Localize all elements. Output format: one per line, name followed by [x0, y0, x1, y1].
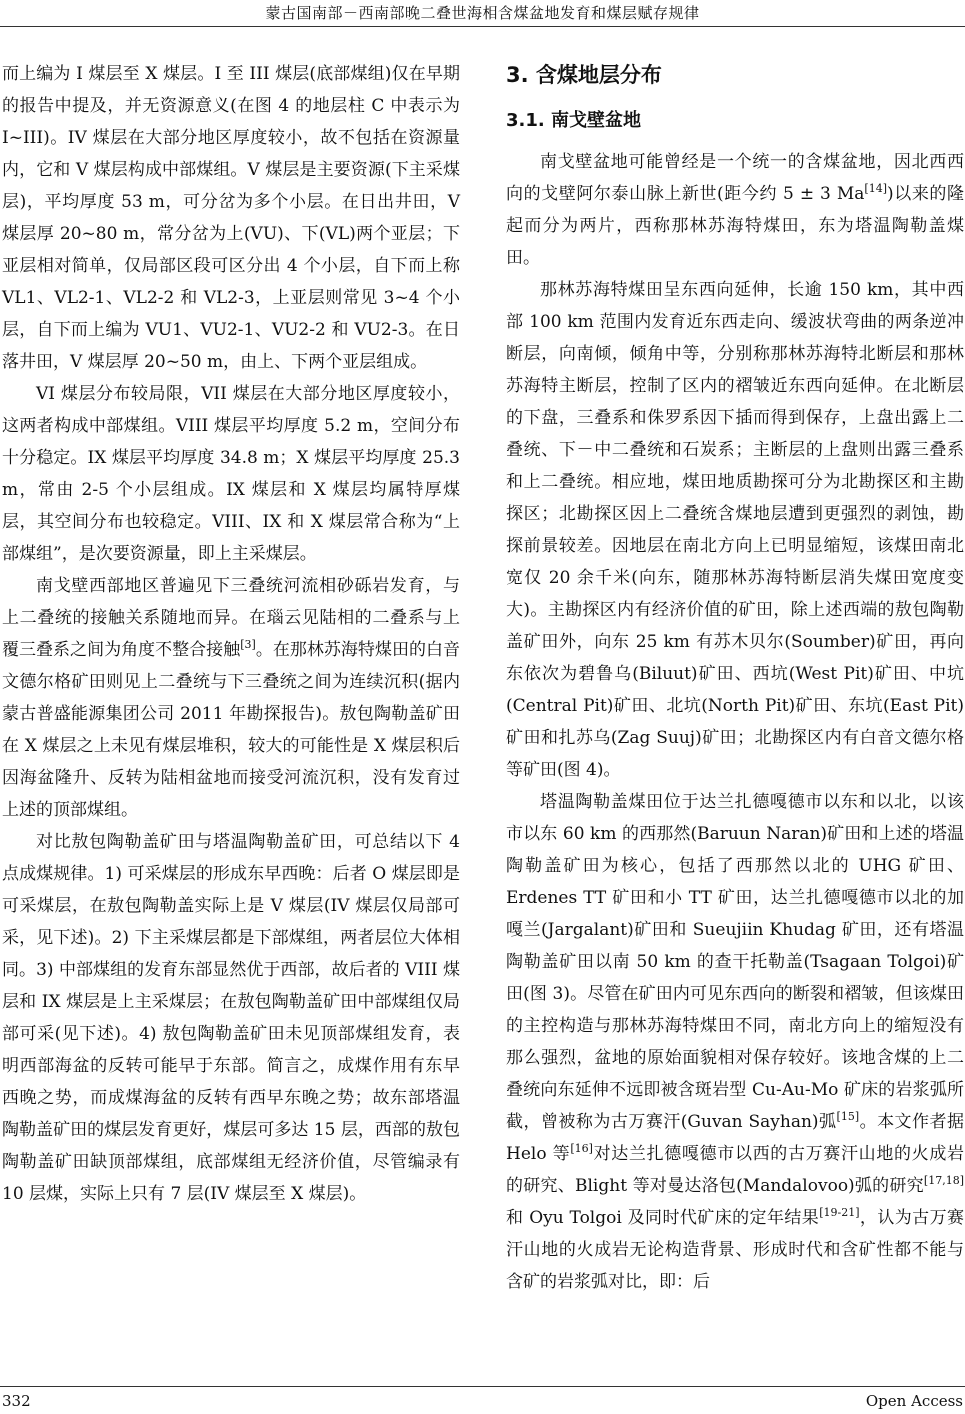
paragraph-text: 。本文作者据 Helo 等	[506, 1112, 964, 1164]
paragraph-text: )以来的隆起而分为两片，西称那林苏海特煤田，东为塔温陶勒盖煤田。	[506, 184, 964, 268]
paragraph-text: 和 Oyu Tolgoi 及同时代矿床的定年结果	[506, 1208, 820, 1228]
citation: [16]	[570, 1142, 593, 1155]
paragraph-text: 塔温陶勒盖煤田位于达兰扎德嘎德市以东和以北，以该市以东 60 km 的西那然(Baruun Naran)矿田和上述的塔温陶勒盖矿田为核心，包括了西那然以北的 UHG 矿田、Erdenes TT 矿田和小 TT 矿田，达兰扎德嘎德市以北的加嘎兰(Jargalant)矿田和 Sueujiin Khudag 矿田，还有塔温陶勒盖矿田以南 50 km 的查干托勒盖(Tsagaan Tolgoi)矿田(图 3)。尽管在矿田内可见东西向的断裂和褶皱，但该煤田的主控构造与那林苏海特煤田不同，南北方向上的缩短没有那么强烈，盆地的原始面貌相对保存较好。该地含煤的上二叠统向东延伸不远即被含斑岩型 Cu-Au-Mo 矿床的岩浆弧所截，曾被称为古万赛汗(Guvan Sayhan)弧	[506, 792, 964, 1132]
paragraph-text: 对达兰扎德嘎德市以西的古万赛汗山地的火成岩的研究、Blight 等对曼达洛包(Mandalovoo)弧的研究	[506, 1144, 965, 1196]
paragraph: 那林苏海特煤田呈东西向延伸，长逾 150 km，其中西部 100 km 范围内发育近东西走向、缓波状弯曲的两条逆冲断层，向南倾，倾角中等，分别称那林苏海特北断层和那林苏海特主断层，控制了区内的褶皱近东西向延伸。在北断层的下盘，三叠系和侏罗系因下插而得到保存，上盘出露上二叠统、下－中二叠统和石炭系；主断层的上盘则出露三叠系和上二叠统。相应地，煤田地质勘探可分为北勘探区和主勘探区；北勘探区因上二叠统含煤地层遭到更强烈的剥蚀，勘探前景较差。因地层在南北方向上已明显缩短，该煤田南北宽仅 20 余千米(向东，随那林苏海特断层消失煤田宽度变大)。主勘探区内有经济价值的矿田，除上述西端的敖包陶勒盖矿田外，向东 25 km 有苏木贝尔(Soumber)矿田，再向东依次为碧鲁乌(Biluut)矿田、西坑(West Pit)矿田、中坑(Central Pit)矿田、北坑(North Pit)矿田、东坑(East Pit)矿田和扎苏乌(Zag Suuj)矿田；北勘探区内有白音文德尔格等矿田(图 4)。	[506, 280, 964, 780]
paragraph-text: 。在那林苏海特煤田的白音文德尔格矿田则见上二叠统与下三叠统之间为连续沉积(据内蒙古普盛能源集团公司 2011 年勘探报告)。敖包陶勒盖矿田在 X 煤层之上未见有煤层堆积，较大的可能性是 X 煤层积后因海盆隆升、反转为陆相盆地而接受河流沉积，没有发育过上述的顶部煤组。	[2, 640, 460, 820]
paragraph	[506, 146, 964, 274]
footer-rule	[0, 1386, 965, 1387]
running-title: 蒙古国南部－西南部晚二叠世海相含煤盆地发育和煤层赋存规律	[265, 4, 700, 22]
left-column	[2, 58, 460, 1210]
paragraph: 而上编为 I 煤层至 X 煤层。I 至 III 煤层(底部煤组)仅在早期的报告中提及，并无资源意义(在图 4 的地层柱 C 中表示为 I~III)。IV 煤层在大部分地区厚度较小，故不包括在资源量内，它和 V 煤层构成中部煤组。V 煤层是主要资源(下主采煤层)，平均厚度 53 m，可分岔为多个小层。在日出井田，V 煤层厚 20~80 m，常分岔为上(VU)、下(VL)两个亚层；下亚层相对简单，仅局部区段可区分出 4 个小层，自下而上称 VL1、VL2-1、VL2-2 和 VL2-3，上亚层则常见 3~4 个小层，自下而上编为 VU1、VU2-1、VU2-2 和 VU2-3。在日落井田，V 煤层厚 20~50 m，由上、下两个亚层组成。	[2, 64, 460, 372]
paragraph-text: 南戈壁盆地可能曾经是一个统一的含煤盆地，因北西西向的戈壁阿尔泰山脉上新世(距今约 5 ± 3 Ma	[506, 152, 964, 204]
paragraph-text: 南戈壁西部地区普遍见下三叠统河流相砂砾岩发育，与上二叠统的接触关系随地而异。在瑙云见陆相的二叠系与上覆三叠系之间为角度不整合接触	[2, 576, 460, 660]
paragraph: 对比敖包陶勒盖矿田与塔温陶勒盖矿田，可总结以下 4 点成煤规律。1) 可采煤层的形成东早西晚：后者 O 煤层即是可采煤层，在敖包陶勒盖实际上是 V 煤层(IV 煤层仅局部可采，见下述)。2) 下主采煤层都是下部煤组，两者层位大体相同。3) 中部煤组的发育东部显然优于西部，故后者的 VIII 煤层和 IX 煤层是上主采煤层；在敖包陶勒盖矿田中部煤组仅局部可采(见下述)。4) 敖包陶勒盖矿田未见顶部煤组发育，表明西部海盆的反转可能早于东部。简言之，成煤作用有东早西晚之势，而成煤海盆的反转有西早东晚之势；故东部塔温陶勒盖矿田的煤层发育更好，煤层可多达 15 层，西部的敖包陶勒盖矿田缺顶部煤组，底部煤组无经济价值，尽管编录有 10 层煤，实际上只有 7 层(IV 煤层至 X 煤层)。	[2, 832, 460, 1204]
journal-label: Open Access	[865, 1392, 963, 1410]
citation: [14]	[864, 182, 888, 195]
citation: [17,18]	[923, 1174, 964, 1187]
page-number: 332	[2, 1392, 31, 1410]
citation: [15]	[836, 1110, 860, 1123]
paragraph	[2, 570, 460, 826]
section-heading: 3. 含煤地层分布	[506, 63, 662, 87]
subsection-heading: 3.1. 南戈壁盆地	[506, 110, 641, 131]
citation: [19-21]	[819, 1206, 860, 1219]
paragraph	[506, 786, 964, 1298]
right-column	[506, 60, 964, 1298]
paragraph-text: ，认为古万赛汗山地的火成岩无论构造背景、形成时代和含矿性都不能与含矿的岩浆弧对比，即：后	[506, 1208, 964, 1292]
header-rule	[0, 26, 965, 27]
citation: [3]	[240, 638, 256, 651]
paragraph: VI 煤层分布较局限，VII 煤层在大部分地区厚度较小，这两者构成中部煤组。VIII 煤层平均厚度 5.2 m，空间分布十分稳定。IX 煤层平均厚度 34.8 m；X 煤层平均厚度 25.3 m，常由 2-5 个小层组成。IX 煤层和 X 煤层均属特厚煤层，其空间分布也较稳定。VIII、IX 和 X 煤层常合称为“上部煤组”，是次要资源量，即上主采煤层。	[2, 384, 460, 564]
